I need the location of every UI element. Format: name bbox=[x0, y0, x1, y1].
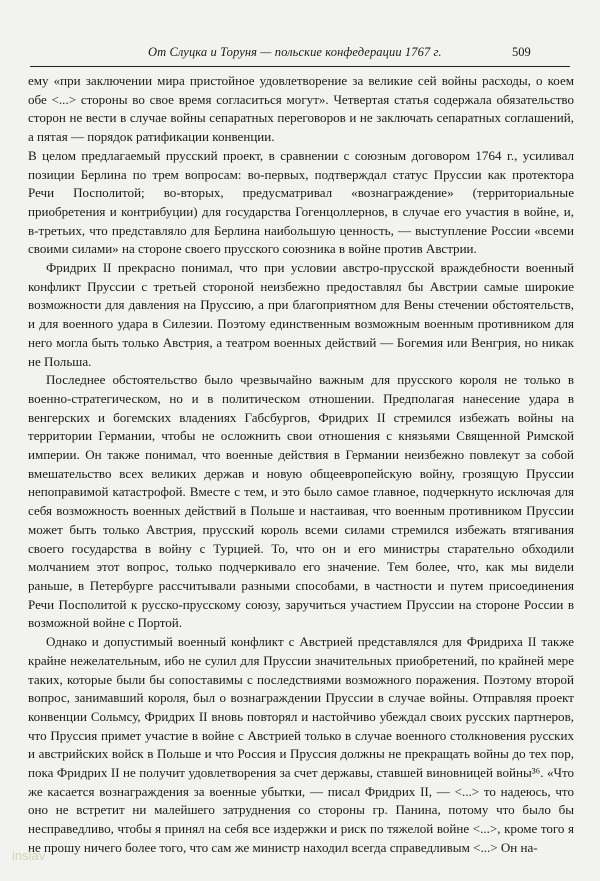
page-number: 509 bbox=[512, 45, 531, 59]
running-title: От Слуцка и Торуня — польские конфедерации 1767 г. bbox=[148, 45, 442, 59]
paragraph: В целом предлагаемый прусский проект, в сравнении с союзным договором 1764 г., усиливал позиции Берлина по трем вопросам: во-первых, подтверждал статус Пруссии как протектора Речи Посполитой; во-вторых, предусматривал «вознаграждение» (территориальные приобретения и контрибуции) для государства Гогенцоллернов, в случае его участия в войне, и, в-третьих, что представляло для Берлина наибольшую ценность, — выступление России «всеми своими силами» на стороне своего прусского союзника в войне против Австрии. bbox=[28, 147, 574, 257]
paragraph: Однако и допустимый военный конфликт с Австрией представлялся для Фридриха II также крайне нежелательным, ибо не сулил для Пруссии значительных приобретений, по крайней мере таких, которые были бы сопоставимы с последствиями возможного поражения. Поэтому второй вопрос, занимавший короля, был о вознаграждении Пруссии в случае войны. Отправляя проект конвенции Сольмсу, Фридрих II вновь повторял и настойчиво убеждал своих русских партнеров, что Пруссия примет участие в войне с Австрией только в случае военного столкновения русских и австрийских войск в Польше и что Россия и Пруссия должны не прекращать войны до тех пор, пока Фридрих II не получит удовлетворения за счет державы, ставшей виновницей войны³⁶. «Что же касается вознаграждения за военные убытки, — писал Фридрих II, — <...> то надеюсь, что оно не встретит ни малейшего затруднения со стороны гр. Панина, потому что было бы несправедливо, чтобы я принял на себя все издержки и риск по тяжелой войне <...>, кроме того я не прошу ничего более того, что сам же министр находил всегда справедливым <...> Он на- bbox=[28, 634, 574, 855]
paragraph: Последнее обстоятельство было чрезвычайно важным для прусского короля не только в военно-стратегическом, но и в политическом отношении. Предполагая нанесение удара в венгерских и богемских владениях Габсбургов, Фридрих II стремился избежать войны на территории Германии, чтобы не осложнить свои отношения с князьями Священной Римской империи. Он также понимал, что военные действия в Германии неизбежно повлекут за собой вмешательство всех великих держав и новую общеевропейскую войну, грозящую Пруссии непоправимой катастрофой. Вместе с тем, и это было самое главное, подчеркнуто исключая для себя возможность военных действий в Польше и настаивая, что военным противником Пруссии может быть только Австрия, прусский король всеми силами стремился избежать втягивания своего государства в войну с Турцией. То, что он и его министры старательно обходили молчанием этот вопрос, только подчеркивало его значение. Тем более, что, как мы видели раньше, в Петербурге рассчитывали разными способами, в частности и путем присоединения Речи Посполитой к русско-прусскому союзу, заручиться участием Пруссии на стороне России в возможной войне с Портой. bbox=[28, 372, 574, 631]
paragraph: ему «при заключении мира пристойное удовлетворение за великие сей войны расходы, о коем обе <...> стороны во свое время согласиться могут». Четвертая статья содержала обязательство сторон не вести в случае войны сепаратных переговоров и не заключать сепаратных соглашений, а пятая — порядок ратификации конвенции. bbox=[28, 73, 574, 145]
header-rule bbox=[30, 66, 570, 67]
paragraph: Фридрих II прекрасно понимал, что при условии австро-прусской враждебности военный конфликт Пруссии с третьей стороной неизбежно предоставлял бы Австрии самые широкие возможности для давления на Пруссию, а при благоприятном для Вены стечении обстоятельств, и для военного удара в Силезии. Поэтому единственным возможным военным противником для него могла быть только Австрия, а театром военных действий — Богемия или Венгрия, но никак не Польша. bbox=[28, 260, 574, 369]
watermark: inslav bbox=[12, 848, 46, 863]
running-header bbox=[0, 42, 600, 62]
body-text bbox=[28, 72, 574, 858]
